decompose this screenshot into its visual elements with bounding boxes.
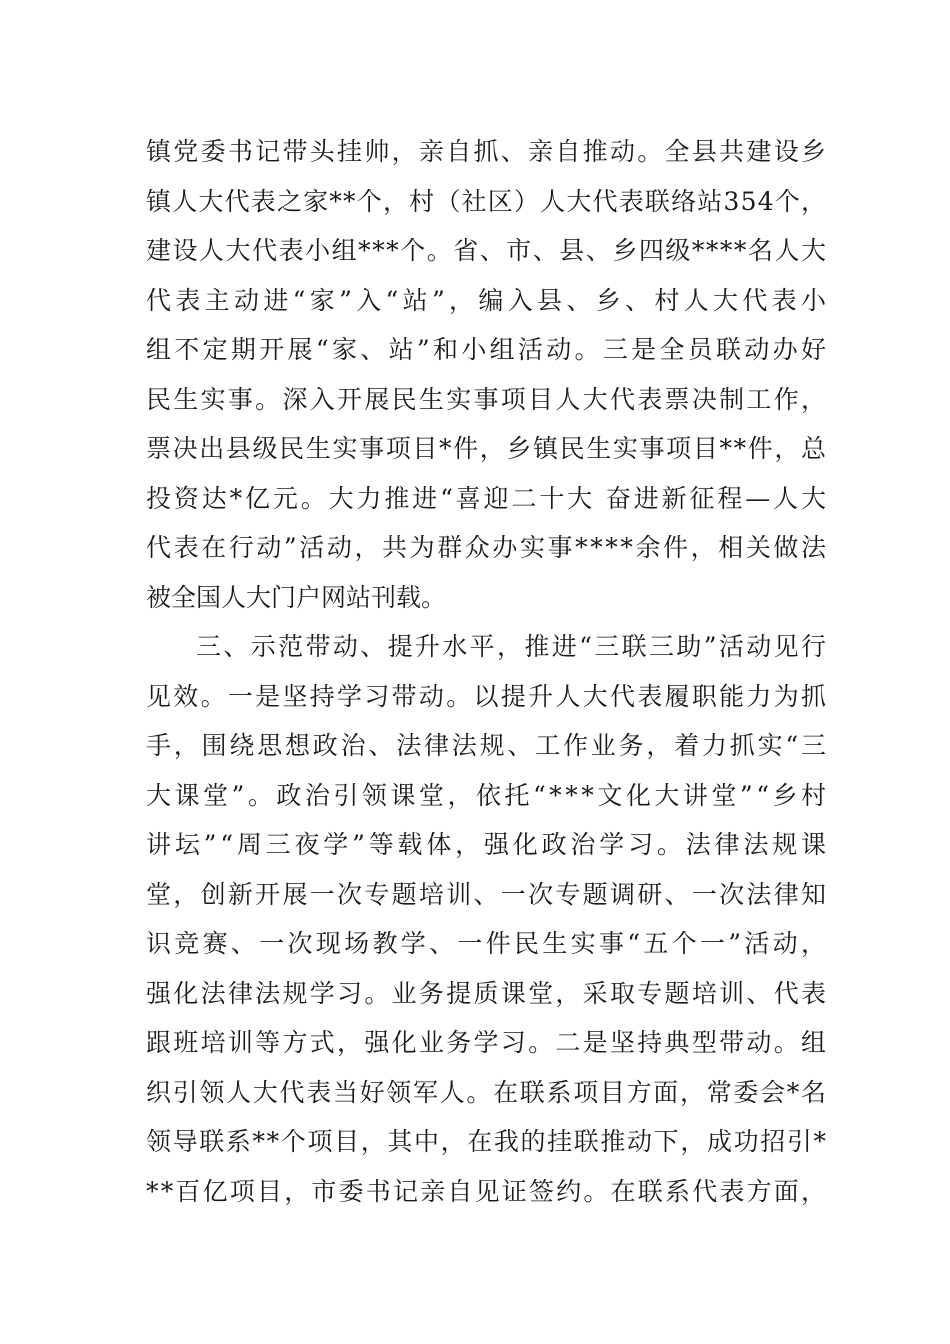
text-line: 跟班培训等方式，强化业务学习。二是坚持典型带动。组 <box>146 1028 829 1057</box>
text-line: 讲坛”“周三夜学”等载体，强化政治学习。法律法规课 <box>146 830 830 859</box>
text-line: 织引领人大代表当好领军人。在联系项目方面，常委会*名 <box>146 1077 828 1107</box>
text-line: 被全国人大门户网站刊载。 <box>146 582 447 612</box>
text-line: 民生实事。深入开展民生实事项目人大代表票决制工作， <box>146 384 829 414</box>
text-line: **百亿项目，市委书记亲自见证签约。在联系代表方面， <box>146 1176 829 1206</box>
text-line: 见效。一是坚持学习带动。以提升人大代表履职能力为抓 <box>146 681 829 711</box>
text-line: 投资达*亿元。大力推进“喜迎二十大 奋进新征程—人大 <box>146 483 829 513</box>
text-line: 堂，创新开展一次专题培训、一次专题调研、一次法律知 <box>146 879 829 909</box>
text-line: 建设人大代表小组***个。省、市、县、乡四级****名人大 <box>146 236 828 265</box>
text-line: 识竞赛、一次现场教学、一件民生实事“五个一”活动， <box>146 929 830 958</box>
section-heading-line: 三、示范带动、提升水平，推进“三联三助”活动见行 <box>196 632 829 661</box>
text-line: 手，围绕思想政治、法律法规、工作业务，着力抓实“三 <box>146 731 829 760</box>
body-text <box>146 127 831 1216</box>
text-line: 代表主动进“家”入“站”，编入县、乡、村人大代表小 <box>146 285 831 315</box>
text-line: 镇党委书记带头挂帅，亲自抓、亲自推动。全县共建设乡 <box>146 137 829 166</box>
text-line: 镇人大代表之家**个，村（社区）人大代表联络站354个， <box>146 186 828 216</box>
text-line: 领导联系**个项目，其中，在我的挂联推动下，成功招引* <box>146 1127 828 1156</box>
text-line: 组不定期开展“家、站”和小组活动。三是全员联动办好 <box>146 335 830 364</box>
text-line: 大课堂”。政治引领课堂，依托“***文化大讲堂”“乡村 <box>146 780 830 810</box>
text-line: 代表在行动”活动，共为群众办实事****余件，相关做法 <box>146 533 829 562</box>
text-line: 票决出县级民生实事项目*件，乡镇民生实事项目**件，总 <box>146 434 828 463</box>
text-line: 强化法律法规学习。业务提质课堂，采取专题培训、代表 <box>146 978 829 1008</box>
